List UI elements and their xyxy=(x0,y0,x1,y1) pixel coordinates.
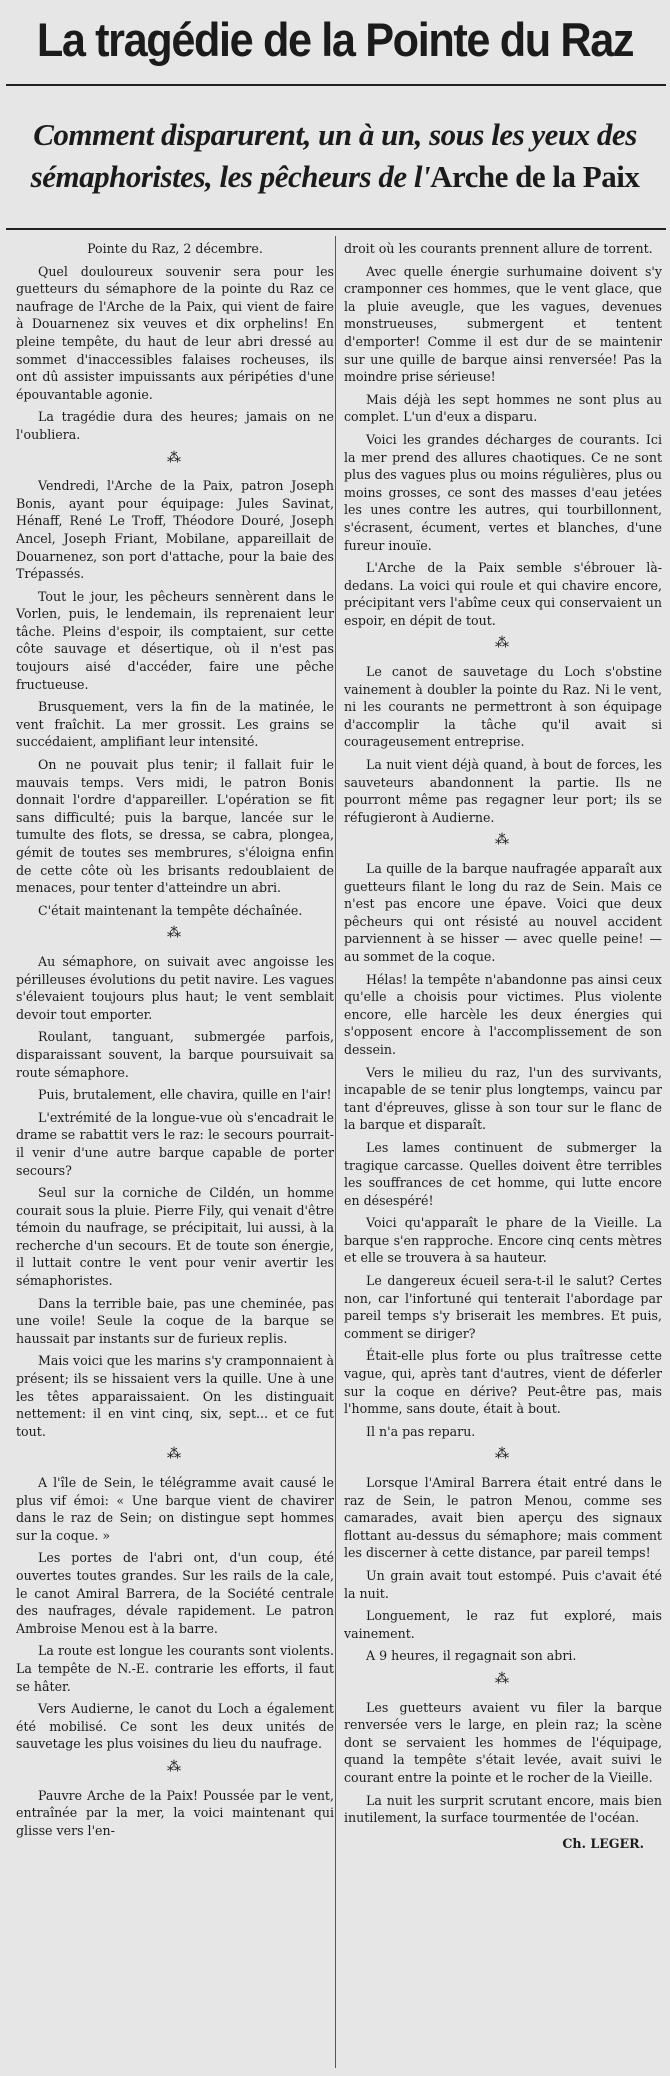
paragraph: La route est longue les courants sont violents. La tempête de N.-E. contrarie les efforts, il faut se hâter. xyxy=(16,1643,334,1694)
paragraph: La quille de la barque naufragée apparaît aux guetteurs filant le long du raz de Sein. Mais ce n'est pas encore une épave. Voici que deux pêcheurs qui ont résisté au nouvel accident parviennent à se hisser — avec quelle peine! — au sommet de la coque. xyxy=(344,861,662,964)
headline: La tragédie de la Pointe du Raz xyxy=(36,13,634,66)
section-separator: ⁂ xyxy=(167,1446,183,1463)
paragraph: Roulant, tanguant, submergée parfois, disparaissant souvent, la barque poursuivait sa route sémaphore. xyxy=(16,1029,334,1080)
paragraph: Le dangereux écueil sera-t-il le salut? Certes non, car l'infortuné qui tenterait l'abordage par pareil temps s'y briserait les membres. Et puis, comment se diriger? xyxy=(344,1273,662,1341)
paragraph: Les portes de l'abri ont, d'un coup, été ouvertes toutes grandes. Sur les rails de la cale, le canot Amiral Barrera, de la Société centrale des naufrages, dévale rapidement. Le patron Ambroise Menou est à la barre. xyxy=(16,1550,334,1636)
section-separator: ⁂ xyxy=(167,925,183,942)
paragraph: Voici qu'apparaît le phare de la Vieille. La barque s'en rapproche. Encore cinq cents mètres et elle se trouvera à sa hauteur. xyxy=(344,1215,662,1266)
section-separator: ⁂ xyxy=(167,1758,183,1775)
section-separator: ⁂ xyxy=(167,449,183,466)
subhead xyxy=(10,114,660,198)
dateline: Pointe du Raz, 2 décembre. xyxy=(87,241,263,256)
paragraph: Vers le milieu du raz, l'un des survivants, incapable de se tenir plus longtemps, vaincu par tant d'épreuves, glisse à son tour sur le flanc de la barque et disparaît. xyxy=(344,1064,662,1133)
paragraph: Tout le jour, les pêcheurs sennèrent dans le Vorlen, puis, le lendemain, ils reprenaient leur tâche. Pleins d'espoir, ils comptaient, sur cette côte sauvage et désertique, où il n'est pas toujours aisé d'accéder, faire une pêche fructueuse. xyxy=(16,588,334,692)
paragraph: Vendredi, l'Arche de la Paix, patron Joseph Bonis, ayant pour équipage: Jules Savinat, Hénaff, René Le Troff, Théodore Douré, Joseph Ancel, Joseph Friant, Mobilane, appareillait de Douarnenez, son port d'attache, pour la baie des Trépassés. xyxy=(16,478,334,582)
paragraph: Mais voici que les marins s'y cramponnaient à présent; ils se hissaient vers la quille. Une à une les têtes apparaissaient. On les distinguait nettement: il en vint cinq, six, sept... et ce fut tout. xyxy=(16,1353,334,1439)
subhead-ship-name: Arche de la Paix xyxy=(430,159,640,194)
paragraph: Longuement, le raz fut exploré, mais vainement. xyxy=(344,1608,662,1641)
paragraph: La nuit les surprit scrutant encore, mais bien inutilement, la surface tourmentée de l'océan. xyxy=(344,1792,662,1826)
paragraph: Un grain avait tout estompé. Puis c'avait été la nuit. xyxy=(344,1567,662,1601)
paragraph: Les lames continuent de submerger la tragique carcasse. Quelles doivent être terribles les souffrances de cet homme, qui lutte encore en désespéré! xyxy=(344,1139,662,1208)
paragraph: Mais déjà les sept hommes ne sont plus au complet. L'un d'eux a disparu. xyxy=(344,391,662,425)
paragraph: Brusquement, vers la fin de la matinée, le vent fraîchit. La mer grossit. Les grains se succédaient, amplifiant leur intensité. xyxy=(16,699,334,750)
section-separator: ⁂ xyxy=(495,832,511,849)
paragraph: Quel douloureux souvenir sera pour les guetteurs du sémaphore de la pointe du Raz ce naufrage de l'Arche de la Paix, qui vient de faire à Douarnenez six veuves et dix orphelins! En pleine tempête, du haut de leur abri dressé au sommet d'inaccessibles falaises rocheuses, ils ont dû assister impuissants aux péripéties d'une épouvantable agonie. xyxy=(16,263,334,402)
paragraph: Au sémaphore, on suivait avec angoisse les périlleuses évolutions du petit navire. Les vagues s'élevaient toujours plus haut; le vent semblait devoir tout emporter. xyxy=(16,953,334,1022)
paragraph: L'Arche de la Paix semble s'ébrouer là-dedans. La voici qui roule et qui chavire encore, précipitant vers l'abîme ceux qui conservaient un espoir, en dépit de tout. xyxy=(344,560,662,628)
paragraph: On ne pouvait plus tenir; il fallait fuir le mauvais temps. Vers midi, le patron Bonis donnait l'ordre d'appareiller. L'opération se fit sans difficulté; puis la barque, lancée sur le tumulte des flots, se dressa, se cabra, plongea, gémit de toutes ses membrures, s'éloigna enfin de cette côte où les brisants redoublaient de menaces, pour tenter d'atteindre un abri. xyxy=(16,757,334,896)
section-separator: ⁂ xyxy=(495,635,511,652)
paragraph: Vers Audierne, le canot du Loch a également été mobilisé. Ce sont les deux unités de sauvetage les plus voisines du lieu du naufrage. xyxy=(16,1701,334,1752)
paragraph: A l'île de Sein, le télégramme avait causé le plus vif émoi: « Une barque vient de chavirer dans le raz de Sein; on distingue sept hommes sur la coque. » xyxy=(16,1475,334,1543)
paragraph: Hélas! la tempête n'abandonne pas ainsi ceux qu'elle a choisis pour victimes. Plus violente encore, elle harcèle les deux énergies qui s'opposent encore à l'accomplissement de son dessein. xyxy=(344,971,662,1057)
paragraph: Avec quelle énergie surhumaine doivent s'y cramponner ces hommes, que le vent glace, que la pluie aveugle, que les vagues, devenues monstrueuses, submergent et tentent d'emporter! Comme il est dur de se maintenir sur une quille de barque ainsi renversée! Pas la moindre prise sérieuse! xyxy=(344,263,662,385)
article-column-left xyxy=(16,240,334,2070)
author-signature: Ch. LEGER. xyxy=(562,1835,644,1851)
headline-rule xyxy=(6,84,666,86)
paragraph: La nuit vient déjà quand, à bout de forces, les sauveteurs abandonnent la partie. Ils ne pourront même pas regagner leur port; ils se réfugieront à Audierne. xyxy=(344,757,662,825)
paragraph: Lorsque l'Amiral Barrera était entré dans le raz de Sein, le patron Menou, comme ses camarades, avait bien aperçu des signaux flottant au-dessus du sémaphore; mais comment les discerner à cette distance, par pareil temps! xyxy=(344,1475,662,1561)
paragraph: Voici les grandes décharges de courants. Ici la mer prend des allures chaotiques. Ce ne sont plus des vagues plus ou moins régulières, plus ou moins grosses, ce sont des masses d'eau jetées les unes contre les autres, qui tourbillonnent, s'écrasent, écument, vertes et blanches, d'une fureur inouïe. xyxy=(344,431,662,553)
paragraph: Il n'a pas reparu. xyxy=(366,1423,476,1439)
paragraph: L'extrémité de la longue-vue où s'encadrait le drame se rabattit vers le raz: le secours pourrait-il venir d'une autre barque capable de porter secours? xyxy=(16,1109,334,1178)
article-column-right xyxy=(344,240,662,2070)
subhead-text: Comment disparurent, un à un, sous les yeux des sémaphoristes, les pêcheurs de l' xyxy=(30,117,637,194)
section-separator: ⁂ xyxy=(495,1446,511,1463)
paragraph: La tragédie dura des heures; jamais on ne l'oubliera. xyxy=(16,409,334,442)
paragraph: Seul sur la corniche de Cildén, un homme courait sous la pluie. Pierre Fily, qui venait d'être témoin du naufrage, se précipitait, lui aussi, à la recherche d'un secours. Et de toute son énergie, il luttait contre le vent pour venir avertir les sémaphoristes. xyxy=(16,1185,334,1289)
subhead-rule xyxy=(6,228,666,230)
paragraph: Était-elle plus forte ou plus traîtresse cette vague, qui, après tant d'autres, vient de déferler sur la coque en dérive? Peut-être pas, mais l'homme, sans doute, était à bout. xyxy=(344,1348,662,1417)
section-separator: ⁂ xyxy=(495,1670,511,1687)
paragraph: droit où les courants prennent allure de torrent. xyxy=(344,241,653,256)
paragraph: Puis, brutalement, elle chavira, quille en l'air! xyxy=(38,1087,332,1103)
paragraph: Les guetteurs avaient vu filer la barque renversée vers le large, en plein raz; la scène dont se servaient les hommes de l'équipage, quand la tempête s'était levée, avait suivi le courant entre la pointe et le rocher de la Vieille. xyxy=(344,1699,662,1785)
paragraph: Dans la terrible baie, pas une cheminée, pas une voile! Seule la coque de la barque se haussait par instants sur de furieux replis. xyxy=(16,1295,334,1346)
paragraph: Le canot de sauvetage du Loch s'obstine vainement à doubler la pointe du Raz. Ni le vent, ni les courants ne permettront à son équipage d'accomplir la tâche qu'il avait si courageusement entreprise. xyxy=(344,664,662,750)
paragraph: A 9 heures, il regagnait son abri. xyxy=(366,1648,577,1664)
paragraph: Pauvre Arche de la Paix! Poussée par le vent, entraînée par la mer, la voici maintenant qui glisse vers l'en- xyxy=(16,1787,334,1838)
paragraph: C'était maintenant la tempête déchaînée. xyxy=(38,902,303,918)
column-divider xyxy=(335,236,336,2068)
